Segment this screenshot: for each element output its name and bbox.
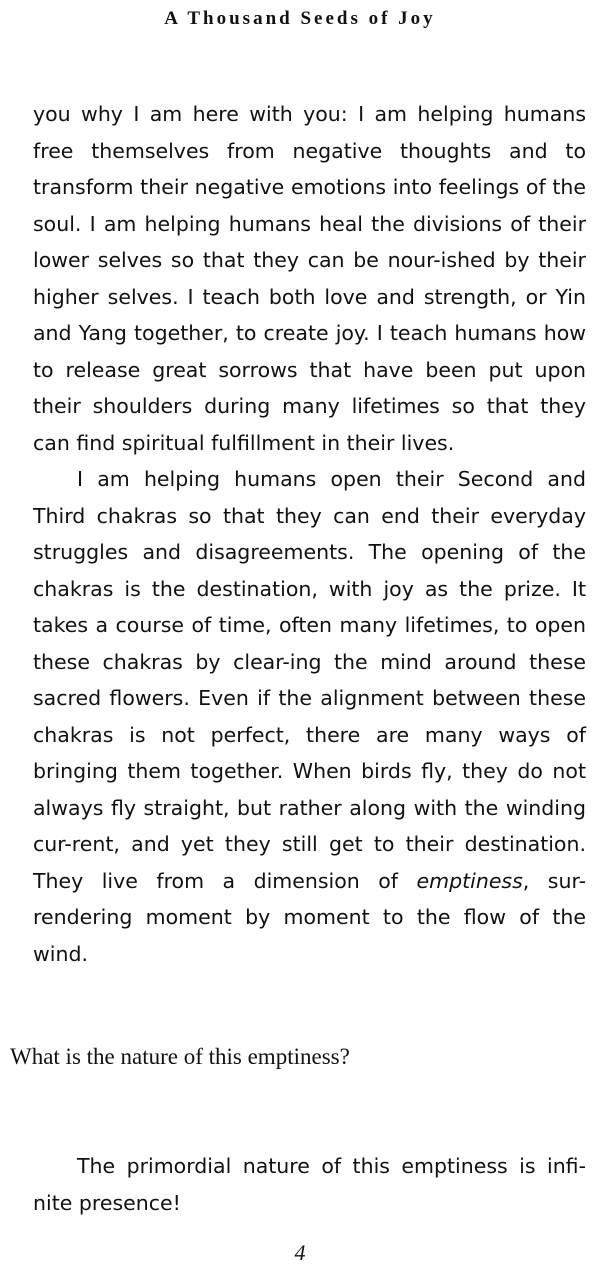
body-text [33, 96, 586, 972]
paragraph-2-text-a: I am helping humans open their Second and Third chakras so that they can end their everyday struggles and disagreements. The opening of the chakras is the destination, with joy as the prize. It takes a course of time, often many lifetimes, to open these chakras by clear-ing the mind around these sacred flowers. Even if the alignment between these chakras is not perfect, there are many ways of bringing them together. When birds fly, they do not always fly straight, but rather along with the winding cur-rent, and yet they still get to their destination. They live from a dimension of [33, 467, 586, 893]
page-number: 4 [294, 1240, 306, 1265]
answer-paragraph: The primordial nature of this emptiness is infi-nite presence! [33, 1154, 586, 1215]
question-heading: What is the nature of this emptiness? [10, 1044, 350, 1069]
emphasis-emptiness: emptiness [416, 868, 523, 893]
paragraph-2-text-b: , sur-rendering moment by moment to the flow of the wind. [33, 868, 586, 966]
paragraph-2 [33, 461, 586, 972]
running-head: A Thousand Seeds of Joy [164, 8, 436, 29]
answer-block [33, 1148, 586, 1221]
paragraph-1: you why I am here with you: I am helping humans free themselves from negative thoughts and to transform their negative emotions into feelings of the soul. I am helping humans heal the divisions of their lower selves so that they can be nour-ished by their higher selves. I teach both love and strength, or Yin and Yang together, to create joy. I teach humans how to release great sorrows that have been put upon their shoulders during many lifetimes so that they can find spiritual fulfillment in their lives. [33, 102, 586, 455]
